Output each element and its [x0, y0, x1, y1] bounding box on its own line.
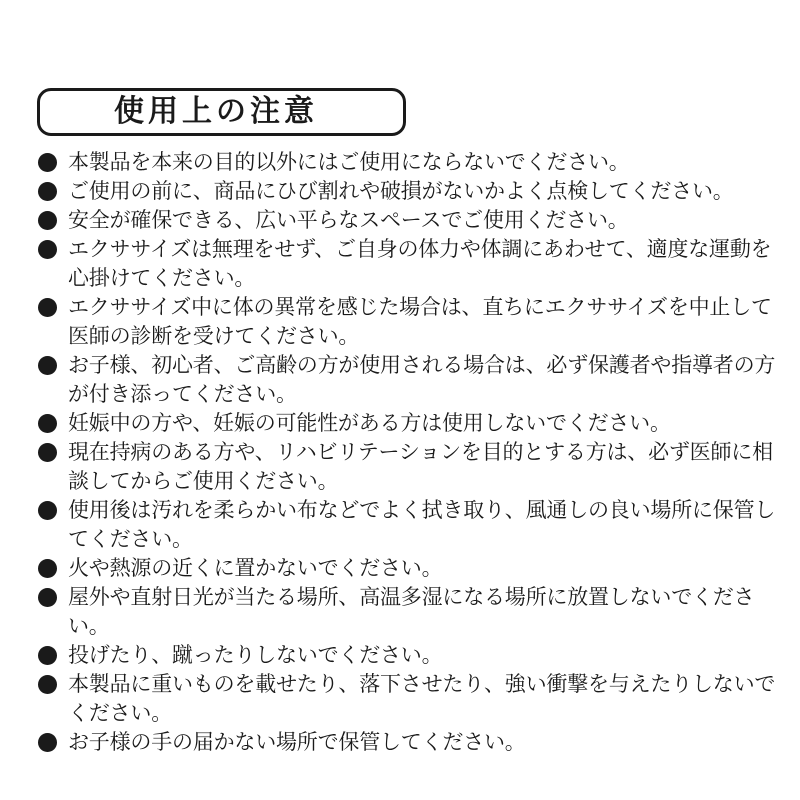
bullet-icon — [38, 153, 57, 172]
list-item-text: 火や熱源の近くに置かないでください。 — [68, 556, 443, 580]
list-item-text: エクササイズ中に体の異常を感じた場合は、直ちにエクササイズを中止して医師の診断を受けてください。 — [68, 295, 772, 348]
list-item-text: ご使用の前に、商品にひび割れや破損がないかよく点検してください。 — [68, 179, 734, 203]
bullet-icon — [38, 182, 57, 201]
caution-list — [38, 148, 778, 757]
list-item — [38, 670, 778, 728]
list-item-text: 妊娠中の方や、妊娠の可能性がある方は使用しないでください。 — [68, 411, 671, 435]
list-item — [38, 554, 778, 583]
list-item-text: 投げたり、蹴ったりしないでください。 — [68, 643, 443, 667]
bullet-icon — [38, 559, 57, 578]
list-item — [38, 496, 778, 554]
list-item — [38, 409, 778, 438]
bullet-icon — [38, 211, 57, 230]
list-item — [38, 206, 778, 235]
list-item-text: 現在持病のある方や、リハビリテーションを目的とする方は、必ず医師に相談してからご使用ください。 — [68, 440, 773, 493]
list-item — [38, 438, 778, 496]
bullet-icon — [38, 588, 57, 607]
list-item-text: 安全が確保できる、広い平らなスペースでご使用ください。 — [68, 208, 629, 232]
list-item — [38, 351, 778, 409]
list-item-text: 本製品に重いものを載せたり、落下させたり、強い衝撃を与えたりしないでください。 — [68, 672, 776, 725]
bullet-icon — [38, 356, 57, 375]
bullet-icon — [38, 240, 57, 259]
bullet-icon — [38, 443, 57, 462]
list-item-text: 本製品を本来の目的以外にはご使用にならないでください。 — [68, 150, 630, 174]
list-item-text: 屋外や直射日光が当たる場所、高温多湿になる場所に放置しないでください。 — [68, 585, 755, 638]
bullet-icon — [38, 646, 57, 665]
bullet-icon — [38, 501, 57, 520]
list-item-text: 使用後は汚れを柔らかい布などでよく拭き取り、風通しの良い場所に保管してください。 — [68, 498, 776, 551]
list-item-text: お子様、初心者、ご高齢の方が使用される場合は、必ず保護者や指導者の方が付き添ってください。 — [68, 353, 776, 406]
list-item-text: お子様の手の届かない場所で保管してください。 — [68, 730, 526, 754]
bullet-icon — [38, 733, 57, 752]
list-item — [38, 583, 778, 641]
bullet-icon — [38, 414, 57, 433]
list-item — [38, 148, 778, 177]
title-box — [37, 88, 406, 136]
page-title: 使用上の注意 — [114, 94, 318, 129]
list-item-text: エクササイズは無理をせず、ご自身の体力や体調にあわせて、適度な運動を心掛けてください。 — [68, 237, 772, 290]
bullet-icon — [38, 675, 57, 694]
list-item — [38, 235, 778, 293]
list-item — [38, 728, 778, 757]
list-item — [38, 293, 778, 351]
list-item — [38, 641, 778, 670]
list-item — [38, 177, 778, 206]
bullet-icon — [38, 298, 57, 317]
